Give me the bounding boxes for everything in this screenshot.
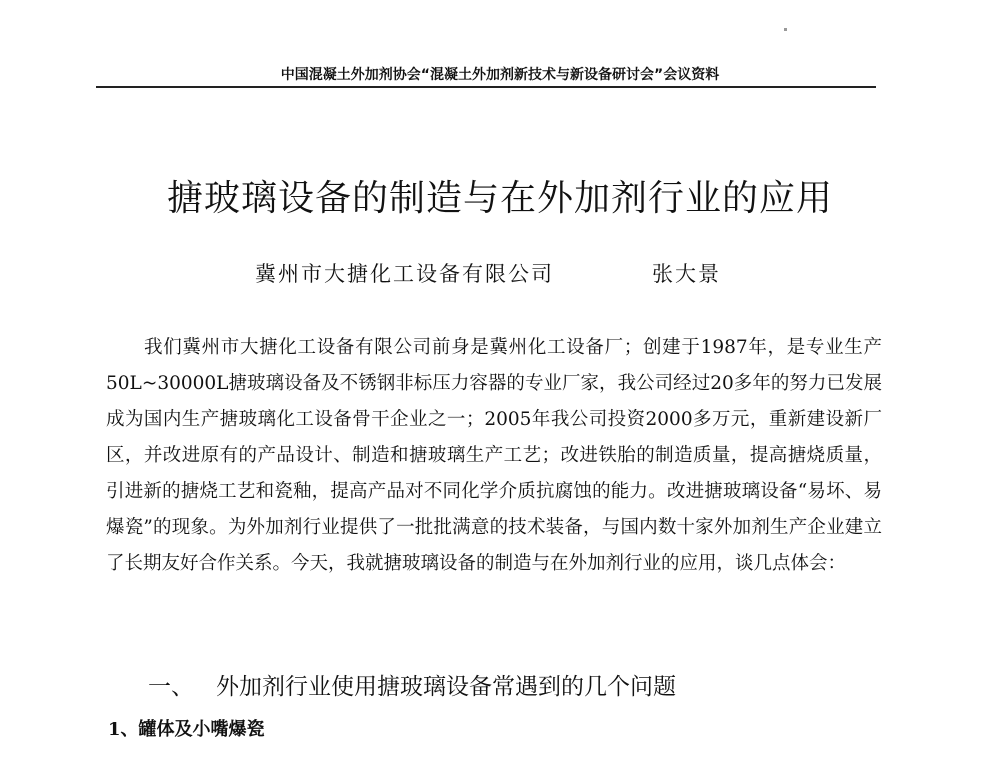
intro-paragraph: 我们冀州市大搪化工设备有限公司前身是冀州化工设备厂；创建于1987年，是专业生产50L~30000L搪玻璃设备及不锈钢非标压力容器的专业厂家，我公司经过20多年的努力已发展成为国内生产搪玻璃化工设备骨干企业之一；2005年我公司投资2000多万元，重新建设新厂区，并改进原有的产品设计、制造和搪玻璃生产工艺；改进铁胎的制造质量，提高搪烧质量，引进新的搪烧工艺和瓷釉，提高产品对不同化学介质抗腐蚀的能力。改进搪玻璃设备“易坏、易爆瓷”的现象。为外加剂行业提供了一批批满意的技术装备，与国内数十家外加剂生产企业建立了长期友好合作关系。今天，我就搪玻璃设备的制造与在外加剂行业的应用，谈几点体会： — [106, 337, 882, 574]
header-rule — [96, 86, 876, 88]
byline-author: 张大景 — [652, 262, 721, 286]
section-number: 一、 — [148, 674, 194, 700]
scan-speck — [784, 28, 787, 31]
subsection-heading: 1、罐体及小嘴爆瓷 — [108, 719, 265, 740]
section-heading — [148, 668, 676, 701]
article-title: 搪玻璃设备的制造与在外加剂行业的应用 — [166, 178, 833, 219]
byline-company: 冀州市大搪化工设备有限公司 — [255, 262, 554, 286]
section-heading-text: 外加剂行业使用搪玻璃设备常遇到的几个问题 — [216, 674, 676, 700]
running-header: 中国混凝土外加剂协会“混凝土外加剂新技术与新设备研讨会”会议资料 — [280, 67, 720, 83]
